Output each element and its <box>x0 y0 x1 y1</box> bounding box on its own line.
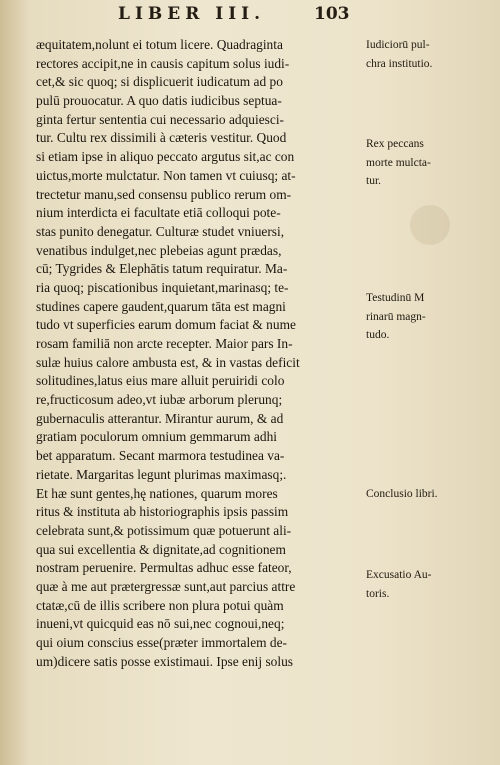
main-text-block <box>36 36 364 671</box>
text-line: nostram peruenire. Permultas adhuc esse fateor, <box>36 560 292 576</box>
marginal-note <box>366 566 478 603</box>
text-line: solitudines,latus eius mare alluit peruiridi colo <box>36 373 285 389</box>
text-line: stas punito denegatur. Culturæ studet vniuersi, <box>36 223 285 239</box>
marginal-note-line: tudo. <box>366 329 390 342</box>
text-line: nium interdicta ei facultate etiā colloqui pote- <box>36 205 281 221</box>
text-line: tur. Cultu rex dissimili à cæteris vestitur. Quod <box>36 130 287 146</box>
marginal-note-line: chra institutio. <box>366 57 433 70</box>
marginal-note-line: rinarū magn- <box>366 310 426 323</box>
marginal-note-line: tur. <box>366 175 382 188</box>
marginal-note-line: morte mulcta- <box>366 156 431 169</box>
text-line: rectores accipit,ne in causis capitum solus iudi- <box>36 55 290 71</box>
text-line: trectetur manu,sed consensu publico rerum om- <box>36 186 292 202</box>
marginal-note-line: Rex peccans <box>366 138 424 150</box>
marginal-note <box>366 485 478 504</box>
text-line: ginta fertur sententia cui necessario adquiesci- <box>36 111 284 127</box>
page-header <box>0 4 500 34</box>
text-line: celebrata sunt,& potissimum quæ potuerunt ali- <box>36 522 292 538</box>
text-line: gratiam poculorum omnium gemmarum adhi <box>36 429 277 445</box>
text-line: tudo vt superficies earum domum faciat & nume <box>36 317 296 333</box>
text-line: cet,& sic quoq; si displicuerit iudicatum ad po <box>36 74 283 90</box>
text-line: bet apparatum. Secant marmora testudinea va- <box>36 448 285 464</box>
page-number: 103 <box>314 4 350 24</box>
marginal-note-line: Iudiciorū pul- <box>366 39 430 51</box>
text-line: um)dicere satis posse existimaui. Ipse enij solus <box>36 653 293 669</box>
text-line: sulæ huius calore ambusta est, & in vastas deficit <box>36 354 300 370</box>
text-line: quæ à me aut prætergressæ sunt,aut parcius attre <box>36 578 296 594</box>
marginal-note-line: Conclusio libri. <box>366 488 438 500</box>
marginal-note-line: Testudinū M <box>366 292 425 304</box>
marginalia-column <box>366 36 478 736</box>
text-line: ctatæ,cū de illis scribere non plura potui quàm <box>36 597 284 613</box>
marginal-note-line: Excusatio Au- <box>366 569 432 581</box>
text-line: Et hæ sunt gentes,hę nationes, quarum mores <box>36 485 278 501</box>
text-line: pulū prouocatur. A quo datis iudicibus septua- <box>36 93 282 109</box>
running-title: LIBER III. <box>118 4 266 24</box>
text-line: ria quoq; piscationibus inquietant,marinasq; te- <box>36 279 289 295</box>
text-line: si etiam ipse in aliquo peccato argutus sit,ac con <box>36 149 295 165</box>
text-line: studines capere gaudent,quarum tāta est magni <box>36 298 286 314</box>
marginal-note <box>366 36 478 73</box>
text-line: gubernaculis atterantur. Mirantur aurum, & ad <box>36 410 284 426</box>
text-line: rosam familiā non arcte recepter. Maior pars In- <box>36 336 293 351</box>
marginal-note <box>366 135 478 191</box>
text-line: inueni,vt quicquid eas nō sui,nec cognoui,neq; <box>36 616 285 632</box>
text-line: qui oium conscius esse(præter immortalem de- <box>36 635 288 650</box>
text-line: qua sui excellentia & dignitate,ad cognitionem <box>36 541 286 557</box>
text-line: venatibus indulget,nec plebeias agunt prædas, <box>36 242 282 258</box>
text-line: cū; Tygrides & Elephātis tatum requiratur. Ma- <box>36 261 288 277</box>
text-line: re,fructicosum adeo,vt iubæ arborum plerunq; <box>36 392 283 408</box>
marginal-note <box>366 289 478 345</box>
text-line: uictus,morte mulctatur. Non tamen vt cuiusq; at- <box>36 167 296 183</box>
text-line: rietate. Margaritas legunt plurimas maximasq;. <box>36 466 287 482</box>
marginal-note-line: toris. <box>366 587 390 600</box>
text-line: æquitatem,nolunt ei totum licere. Quadraginta <box>36 37 283 52</box>
text-line: ritus & instituta ab historiographis ipsis passim <box>36 504 289 520</box>
